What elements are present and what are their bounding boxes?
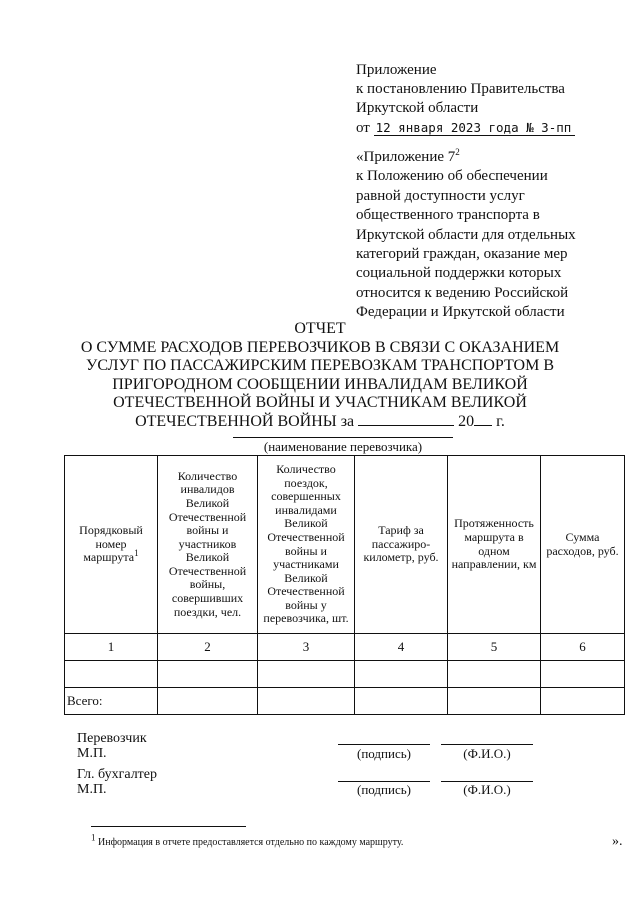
signature-caption: (подпись) bbox=[357, 746, 411, 761]
appendix-title-text: «Приложение 7 bbox=[356, 149, 456, 165]
carrier-signature-block bbox=[77, 731, 147, 761]
appendix-line: социальной поддержки которых bbox=[356, 265, 562, 282]
table-header-cell: Сумма расходов, руб. bbox=[541, 456, 625, 634]
appendix-line: общественного транспорта в bbox=[356, 207, 540, 224]
appendix-line: Иркутской области для отдельных bbox=[356, 226, 576, 243]
appendix-block bbox=[356, 148, 576, 323]
footnote-mark: 1 bbox=[91, 832, 96, 843]
report-title-block bbox=[60, 320, 580, 431]
column-number: 2 bbox=[158, 634, 258, 661]
period-blank bbox=[358, 425, 454, 426]
header-line: Приложение bbox=[356, 62, 437, 78]
column-number: 4 bbox=[355, 634, 448, 661]
carrier-name-caption: (наименование перевозчика) bbox=[263, 439, 423, 454]
fio-caption: (Ф.И.О.) bbox=[463, 746, 511, 761]
table-cell bbox=[355, 688, 448, 715]
header-cell-text: Порядковый номер маршрута bbox=[79, 523, 143, 565]
table-header-cell: Протяженность маршрута в одном направлении, км bbox=[448, 456, 541, 634]
report-title-line: ОТЕЧЕСТВЕННОЙ ВОЙНЫ И УЧАСТНИКАМ ВЕЛИКОЙ bbox=[113, 394, 527, 411]
table-row bbox=[65, 661, 625, 688]
year-prefix: 20 bbox=[458, 412, 475, 430]
table-total-row bbox=[65, 688, 625, 715]
table-cell bbox=[355, 661, 448, 688]
year-suffix: г. bbox=[496, 412, 505, 430]
fio-line bbox=[441, 744, 533, 745]
footnote bbox=[91, 832, 404, 848]
footnote-text: Информация в отчете предоставляется отдельно по каждому маршруту. bbox=[98, 837, 404, 848]
table-header-row bbox=[65, 456, 625, 634]
report-title-line: УСЛУГ ПО ПАССАЖИРСКИМ ПЕРЕВОЗКАМ ТРАНСПОРТОМ В bbox=[86, 357, 554, 374]
report-title-line: ПРИГОРОДНОМ СООБЩЕНИИ ИНВАЛИДАМ ВЕЛИКОЙ bbox=[112, 375, 528, 393]
appendix-line: к Положению об обеспечении bbox=[356, 168, 548, 185]
column-number: 1 bbox=[65, 634, 158, 661]
appendix-title bbox=[356, 148, 576, 167]
appendix-line: Федерации и Иркутской области bbox=[356, 304, 565, 321]
footnote-ref: 1 bbox=[134, 548, 139, 559]
table-cell bbox=[541, 688, 625, 715]
table-header-cell: Количество инвалидов Великой Отечественной войны и участников Великой Отечественной войны, совершивших поездки, чел. bbox=[158, 456, 258, 634]
stamp-label: М.П. bbox=[77, 746, 107, 761]
header-line: к постановлению Правительства bbox=[356, 81, 565, 97]
date-prefix: от bbox=[356, 120, 370, 136]
appendix-line: равной доступности услуг bbox=[356, 187, 525, 204]
table-cell bbox=[448, 661, 541, 688]
carrier-name-line bbox=[233, 437, 453, 438]
total-label: Всего: bbox=[65, 688, 158, 715]
carrier-label: Перевозчик bbox=[77, 731, 147, 746]
signature-line bbox=[338, 744, 430, 745]
appendix-title-sup: 2 bbox=[455, 147, 460, 157]
date-value: 12 января 2023 года № 3-пп bbox=[374, 120, 576, 136]
closing-quote: ». bbox=[612, 834, 623, 849]
fio-caption: (Ф.И.О.) bbox=[463, 782, 511, 797]
signature-caption: (подпись) bbox=[357, 782, 411, 797]
table-number-row bbox=[65, 634, 625, 661]
accountant-label: Гл. бухгалтер bbox=[77, 767, 158, 782]
table-cell bbox=[158, 661, 258, 688]
header-date bbox=[356, 118, 575, 138]
column-number: 5 bbox=[448, 634, 541, 661]
table-cell bbox=[158, 688, 258, 715]
report-title-line: О СУММЕ РАСХОДОВ ПЕРЕВОЗЧИКОВ В СВЯЗИ С ОКАЗАНИЕМ bbox=[80, 338, 560, 356]
year-blank bbox=[474, 425, 492, 426]
accountant-signature-block bbox=[77, 767, 157, 797]
report-period-line bbox=[60, 413, 580, 432]
appendix-line: относится к ведению Российской bbox=[356, 284, 569, 301]
report-period-prefix: ОТЕЧЕСТВЕННОЙ ВОЙНЫ за bbox=[135, 412, 355, 430]
footnote-separator bbox=[91, 826, 246, 827]
table-cell bbox=[541, 661, 625, 688]
table-cell bbox=[258, 688, 355, 715]
table-cell bbox=[258, 661, 355, 688]
header-line: Иркутской области bbox=[356, 100, 479, 116]
stamp-label: М.П. bbox=[77, 782, 107, 797]
appendix-line: категорий граждан, оказание мер bbox=[356, 246, 568, 263]
table-header-cell bbox=[65, 456, 158, 634]
table-cell bbox=[448, 688, 541, 715]
table-header-cell: Тариф за пассажиро-километр, руб. bbox=[355, 456, 448, 634]
table-header-cell: Количество поездок, совершенных инвалидами Великой Отечественной войны и участниками Великой Отечественной войны у перевозчика, шт. bbox=[258, 456, 355, 634]
column-number: 3 bbox=[258, 634, 355, 661]
report-table bbox=[64, 455, 625, 715]
table-cell bbox=[65, 661, 158, 688]
report-title: ОТЧЕТ bbox=[294, 320, 346, 337]
column-number: 6 bbox=[541, 634, 625, 661]
approval-header bbox=[356, 61, 575, 138]
